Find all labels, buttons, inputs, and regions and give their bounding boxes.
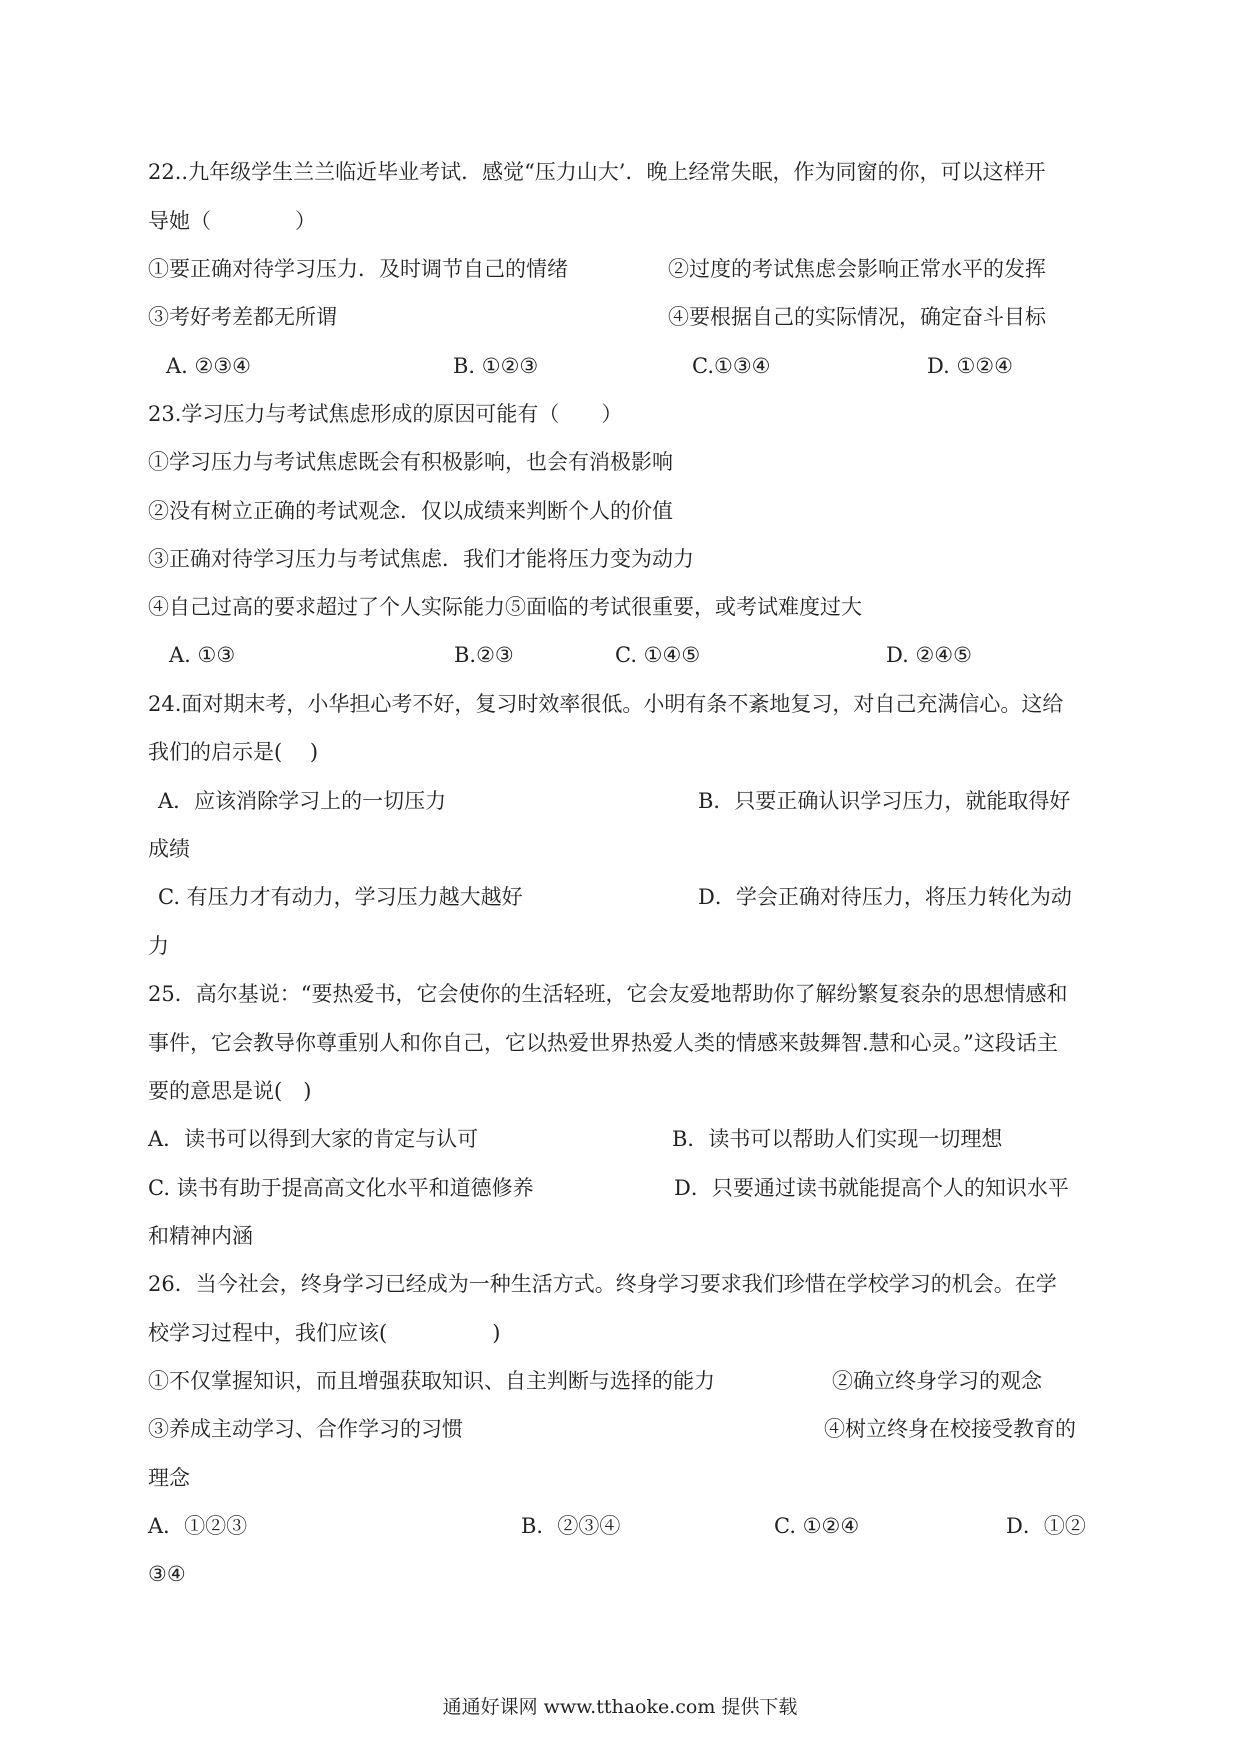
- question-22-stem-line-1: 22..九年级学生兰兰临近毕业考试．感觉“压力山大’．晚上经常失眠，作为同窗的你，可以这样开: [148, 160, 1046, 184]
- question-23-statement-4: ④自己过高的要求超过了个人实际能力⑤面临的考试很重要，或考试难度过大: [148, 595, 862, 619]
- question-25-option-d: D．只要通过读书就能提高个人的知识水平: [674, 1176, 1069, 1200]
- question-22-option-c: C.①③④: [692, 354, 771, 378]
- question-26-stem-line-2: 校学习过程中，我们应该( ): [148, 1321, 501, 1345]
- question-22-statement-3: ③考好考差都无所谓: [148, 305, 337, 329]
- question-25-stem-line-2: 事件，它会教导你尊重别人和你自己，它以热爱世界热爱人类的情感来鼓舞智.慧和心灵。”这段话主: [148, 1031, 1058, 1055]
- question-23-stem-line-1: 23.学习压力与考试焦虑形成的原因可能有（ ）: [148, 402, 623, 426]
- question-23-option-b: B.②③: [454, 643, 514, 667]
- question-26-option-d-continued: ③④: [148, 1562, 186, 1586]
- question-24-option-a: A．应该消除学习上的一切压力: [158, 789, 447, 813]
- question-23-option-d: D. ②④⑤: [886, 643, 972, 667]
- question-26-statement-1: ①不仅掌握知识，而且增强获取知识、自主判断与选择的能力: [148, 1369, 715, 1393]
- question-24-option-b-continued: 成绩: [148, 837, 190, 861]
- question-26-statement-4-continued: 理念: [148, 1466, 190, 1490]
- question-22-statement-2: ②过度的考试焦虑会影响正常水平的发挥: [668, 257, 1046, 281]
- question-25-option-c: C. 读书有助于提高高文化水平和道德修养: [148, 1176, 534, 1200]
- question-26-option-d: D．①②: [1006, 1514, 1086, 1538]
- question-26-statement-4: ④树立终身在校接受教育的: [824, 1417, 1076, 1441]
- question-22-statement-1: ①要正确对待学习压力．及时调节自己的情绪: [148, 257, 568, 281]
- question-25-option-d-continued: 和精神内涵: [148, 1224, 253, 1248]
- question-25-option-a: A．读书可以得到大家的肯定与认可: [148, 1127, 479, 1151]
- question-22-option-d: D. ①②④: [927, 354, 1013, 378]
- page-footer: 通通好课网 www.tthaoke.com 提供下载: [442, 1696, 798, 1718]
- question-24-option-d-continued: 力: [148, 934, 169, 958]
- question-24-option-b: B．只要正确认识学习压力，就能取得好: [698, 789, 1071, 813]
- question-23-statement-2: ②没有树立正确的考试观念．仅以成绩来判断个人的价值: [148, 499, 673, 523]
- question-25-option-b: B．读书可以帮助人们实现一切理想: [672, 1127, 1003, 1151]
- question-22-stem-line-2: 导她（ ）: [148, 209, 316, 233]
- question-26-statement-3: ③养成主动学习、合作学习的习惯: [148, 1417, 463, 1441]
- question-26-option-b: B．②③④: [521, 1514, 621, 1538]
- question-25-stem-line-1: 25．高尔基说：“要热爱书，它会使你的生活轻班，它会友爱地帮助你了解纷繁复衮杂的思想情感和: [148, 982, 1068, 1006]
- question-25-stem-line-3: 要的意思是说( ): [148, 1079, 312, 1103]
- question-23-option-a: A. ①③: [169, 643, 236, 667]
- question-26-statement-2: ②确立终身学习的观念: [832, 1369, 1042, 1393]
- question-23-statement-1: ①学习压力与考试焦虑既会有积极影响，也会有消极影响: [148, 450, 673, 474]
- question-23-statement-3: ③正确对待学习压力与考试焦虑．我们才能将压力变为动力: [148, 547, 694, 571]
- question-22-option-b: B. ①②③: [453, 354, 539, 378]
- question-23-option-c: C. ①④⑤: [615, 643, 701, 667]
- question-22-option-a: A. ②③④: [166, 354, 251, 378]
- question-24-option-d: D．学会正确对待压力，将压力转化为动: [698, 885, 1072, 909]
- question-24-option-c: C. 有压力才有动力，学习压力越大越好: [158, 885, 523, 909]
- question-26-option-c: C. ①②④: [774, 1514, 860, 1538]
- question-24-stem-line-2: 我们的启示是( ): [148, 740, 319, 764]
- question-26-option-a: A．①②③: [148, 1514, 248, 1538]
- question-22-statement-4: ④要根据自己的实际情况，确定奋斗目标: [668, 305, 1046, 329]
- question-24-stem-line-1: 24.面对期末考，小华担心考不好，复习时效率很低。小明有条不紊地复习，对自己充满信心。这给: [148, 692, 1064, 716]
- question-26-stem-line-1: 26．当今社会，终身学习已经成为一种生活方式。终身学习要求我们珍惜在学校学习的机会。在学: [148, 1272, 1057, 1296]
